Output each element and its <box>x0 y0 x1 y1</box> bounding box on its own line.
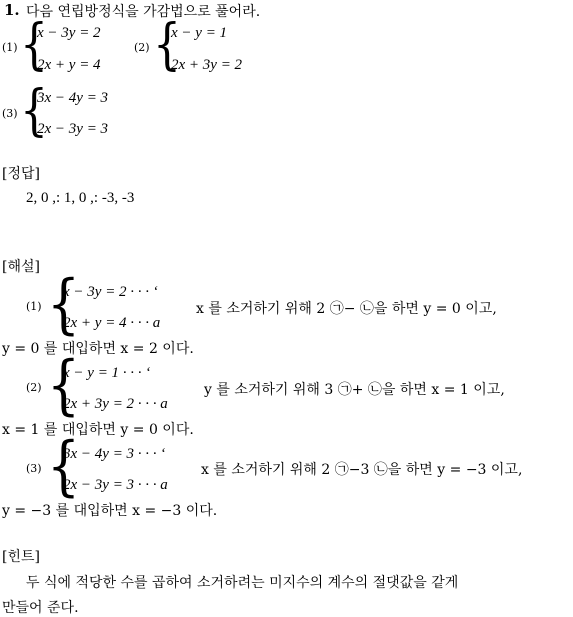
answer-text: 2, 0 ,: 1, 0 ,: -3, -3 <box>26 190 135 206</box>
left-brace-icon: { <box>20 13 48 77</box>
item-label: (3) <box>2 107 18 120</box>
equation: x − 3y = 2 <box>37 25 101 41</box>
equation: 3x − 4y = 3 · · · ‘ <box>63 446 166 462</box>
item-label: (3) <box>26 462 42 475</box>
left-brace-icon: { <box>153 13 181 77</box>
explanation-line: y = −3 를 대입하면 x = −3 이다. <box>2 503 218 519</box>
explanation-header: [해설] <box>2 259 40 275</box>
hint-line: 만들어 준다. <box>2 600 79 616</box>
equation: x − y = 1 <box>171 25 228 41</box>
explanation-line: y 를 소거하기 위해 3 ㉠+ ㉡을 하면 x = 1 이고, <box>204 382 505 398</box>
equation: 2x + y = 4 · · · a <box>63 315 161 331</box>
equation: 2x − 3y = 3 <box>37 121 109 137</box>
item-label: (2) <box>134 41 150 54</box>
explanation-line: y = 0 를 대입하면 x = 2 이다. <box>2 341 194 357</box>
equation: 2x − 3y = 3 · · · a <box>63 477 168 493</box>
equation: 2x + 3y = 2 · · · a <box>63 396 168 412</box>
item-label: (1) <box>2 41 18 54</box>
equation: x − 3y = 2 · · · ‘ <box>63 284 158 300</box>
equation: x − y = 1 · · · ‘ <box>63 365 151 381</box>
left-brace-icon: { <box>20 79 48 143</box>
explanation-line: x 를 소거하기 위해 2 ㉠− ㉡을 하면 y = 0 이고, <box>196 301 497 317</box>
equation: 2x + y = 4 <box>37 57 101 73</box>
equation: 3x − 4y = 3 <box>37 90 109 106</box>
problem-number: 1. <box>4 1 20 19</box>
item-label: (2) <box>26 381 42 394</box>
left-brace-icon: { <box>47 267 81 342</box>
hint-line: 두 식에 적당한 수를 곱하여 소거하려는 미지수의 계수의 절댓값을 같게 <box>26 575 459 591</box>
answer-header: [정답] <box>2 166 40 182</box>
equation: 2x + 3y = 2 <box>171 57 243 73</box>
left-brace-icon: { <box>47 348 81 423</box>
hint-header: [힌트] <box>2 549 40 565</box>
problem-instruction: 다음 연립방정식을 가감법으로 풀어라. <box>26 4 261 20</box>
left-brace-icon: { <box>47 429 81 504</box>
item-label: (1) <box>26 300 42 313</box>
explanation-line: x 를 소거하기 위해 2 ㉠−3 ㉡을 하면 y = −3 이고, <box>201 462 523 478</box>
explanation-line: x = 1 를 대입하면 y = 0 이다. <box>2 422 194 438</box>
